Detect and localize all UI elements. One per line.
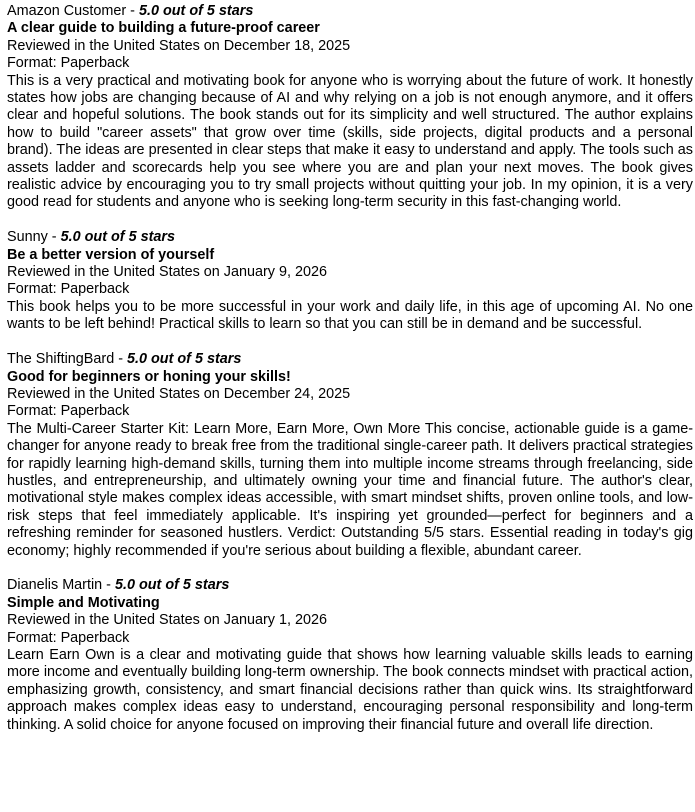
review-header (7, 577, 693, 594)
review-item (7, 351, 693, 560)
review-header (7, 229, 693, 246)
review-item (7, 229, 693, 333)
review-title: Be a better version of yourself (7, 246, 215, 263)
review-title: Simple and Motivating (7, 594, 160, 611)
review-body: This is a very practical and motivating book for anyone who is worrying about the future of work. It honestly states how jobs are changing because of AI and why relying on a job is not enough anymore, and it offers clear and hopeful solutions. The book stands out for its simplicity and well structured. The author explains how to build "career assets" that grow over time (skills, side projects, digital products and a personal brand). The ideas are presented in clear steps that make it easy to understand and apply. The tools such as assets ladder and scorecards help you see where you are and plan your next moves. The book gives realistic advice by encouraging you to try small projects without quitting your job. In my opinion, it is a very good read for students and anyone who is seeking long-term security in this fast-changing world. (7, 72, 693, 211)
review-date: Reviewed in the United States on January 1, 2026 (7, 612, 327, 629)
review-item (7, 3, 693, 212)
reviewer-name: Dianelis Martin (7, 577, 103, 594)
review-format: Format: Paperback (7, 55, 130, 72)
review-format: Format: Paperback (7, 629, 130, 646)
review-body: This book helps you to be more successful in your work and daily life, in this age of upcoming AI. No one wants to be left behind! Practical skills to learn so that you can still be in demand and be successful. (7, 298, 693, 333)
review-date: Reviewed in the United States on December 24, 2025 (7, 385, 351, 402)
review-body: The Multi-Career Starter Kit: Learn More, Earn More, Own More This concise, actionable guide is a game-changer for anyone ready to break free from the traditional single-career path. It delivers practical strategies for rapidly learning high-demand skills, turning them into multiple income streams through freelancing, side hustles, and entrepreneurship, and ultimately owning your time and financial future. The author's clear, motivational style makes complex ideas accessible, with smart mindset shifts, proven online tools, and low-risk steps that feel immediately applicable. It's inspiring yet grounded—perfect for beginners and a refreshing reminder for seasoned hustlers. Verdict: Outstanding 5/5 stars. Essential reading in today's gig economy; highly recommended if you're serious about building a flexible, abundant career. (7, 420, 693, 559)
header-separator: - (102, 577, 115, 594)
review-date: Reviewed in the United States on January 9, 2026 (7, 264, 327, 281)
review-format: Format: Paperback (7, 281, 130, 298)
reviewer-name: Amazon Customer (7, 3, 127, 19)
reviewer-name: Sunny (7, 229, 48, 246)
star-rating: 5.0 out of 5 stars (114, 577, 230, 594)
review-title: Good for beginners or honing your skills! (7, 368, 291, 385)
review-title: A clear guide to building a future-proof career (7, 20, 320, 37)
review-item (7, 577, 693, 734)
review-header (7, 3, 693, 20)
reviewer-name: The ShiftingBard (7, 351, 115, 368)
review-format: Format: Paperback (7, 403, 130, 420)
review-body: Learn Earn Own is a clear and motivating guide that shows how learning valuable skills leads to earning more income and eventually building long-term ownership. The book connects mindset with practical action, emphasizing growth, consistency, and smart financial decisions rather than quick wins. Its straightforward approach makes complex ideas easy to understand, encouraging personal responsibility and long-term thinking. A solid choice for anyone focused on improving their financial future and overall life direction. (7, 646, 693, 733)
review-date: Reviewed in the United States on December 18, 2025 (7, 37, 351, 54)
star-rating: 5.0 out of 5 stars (60, 229, 175, 246)
header-separator: - (47, 229, 61, 246)
header-separator: - (126, 3, 139, 19)
review-header (7, 351, 693, 368)
star-rating: 5.0 out of 5 stars (127, 351, 242, 368)
header-separator: - (114, 351, 127, 368)
star-rating: 5.0 out of 5 stars (138, 3, 254, 19)
